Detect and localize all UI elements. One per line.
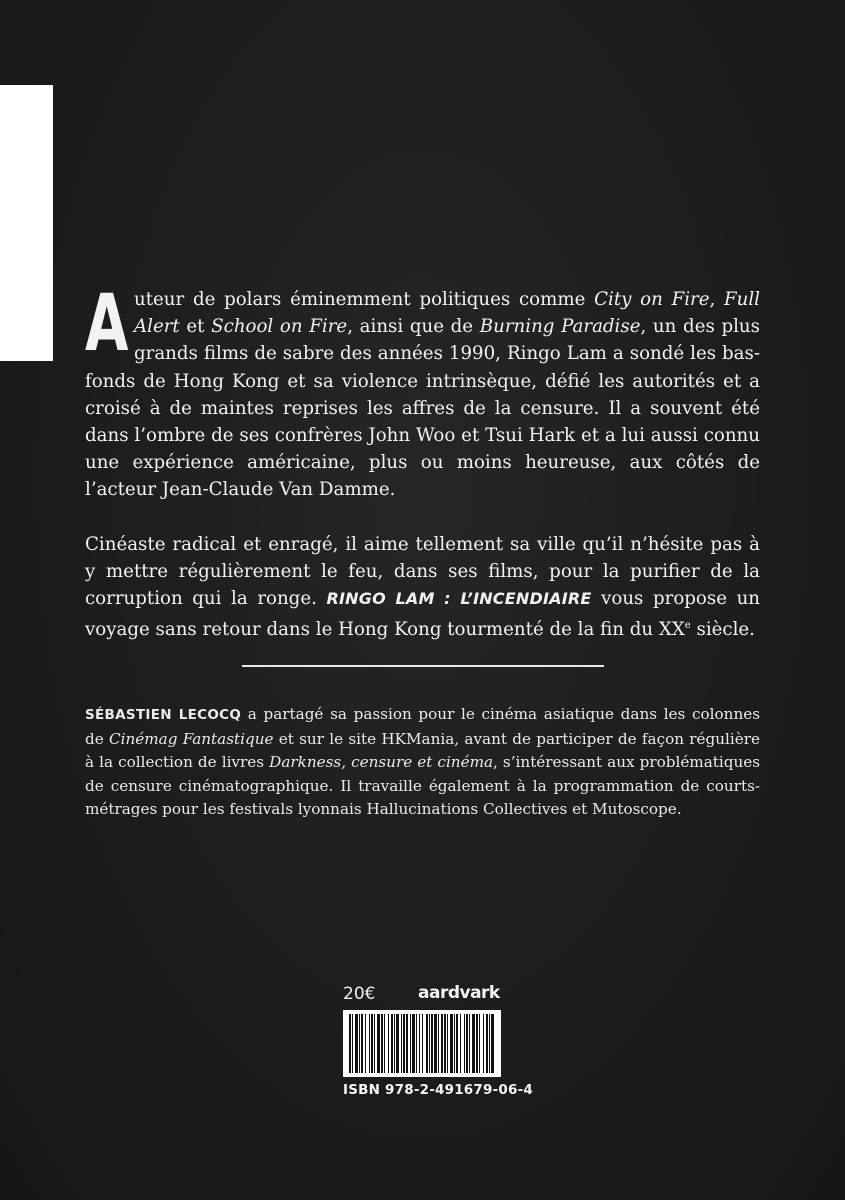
barcode-bar: [361, 1014, 363, 1073]
film-title: School on Fire: [211, 316, 348, 338]
magazine-title: Cinémag Fantastique: [109, 729, 274, 748]
barcode-bar: [464, 1014, 465, 1073]
barcode-bar: [483, 1014, 484, 1073]
barcode-bar: [410, 1014, 411, 1073]
barcode-bar: [352, 1014, 353, 1073]
white-edge-tab: [0, 85, 53, 361]
barcode-bar: [422, 1014, 423, 1073]
barcode-bar: [391, 1014, 393, 1073]
barcode-bar: [491, 1014, 494, 1073]
barcode-bar: [359, 1014, 360, 1073]
barcode-bar: [374, 1014, 375, 1073]
film-title: Full Alert: [134, 289, 760, 338]
barcode-bar: [438, 1014, 439, 1073]
barcode-bar: [431, 1014, 433, 1073]
price: 20€: [343, 984, 376, 1004]
barcode-bar: [466, 1014, 468, 1073]
barcode-bar: [434, 1014, 437, 1073]
barcode-bars: [349, 1014, 495, 1073]
barcode-bar: [394, 1014, 395, 1073]
barcode-bar: [406, 1014, 408, 1073]
collection-title: Darkness, censure et cinéma: [269, 753, 494, 771]
barcode-bar: [371, 1014, 373, 1073]
author-bio: [85, 703, 760, 822]
barcode-bar: [460, 1014, 461, 1073]
bio-text: et sur le site HKMania, avant de participer de façon régulière à la collection de livres: [85, 729, 760, 771]
barcode-bar: [486, 1014, 488, 1073]
barcode-bar: [454, 1014, 455, 1073]
publisher-logo: aardvark: [418, 983, 500, 1003]
superscript-e: e: [684, 620, 691, 632]
divider: [242, 665, 604, 667]
barcode-bar: [401, 1014, 402, 1073]
barcode-bar: [429, 1014, 430, 1073]
barcode-bar: [388, 1014, 389, 1073]
synopsis-text: vous propose un voyage sans retour dans le Hong Kong tourmenté de la fin du XX: [85, 588, 760, 641]
barcode-bar: [377, 1014, 380, 1073]
barcode: [343, 1010, 501, 1077]
barcode-bar: [472, 1014, 475, 1073]
barcode-bar: [419, 1014, 420, 1073]
dropcap: A: [85, 279, 128, 369]
synopsis-text: et: [179, 316, 212, 338]
barcode-bar: [396, 1014, 399, 1073]
bio-text: a partagé sa passion pour le cinéma asiatique dans les colonnes de: [85, 705, 761, 748]
barcode-bar: [365, 1014, 366, 1073]
barcode-bar: [355, 1014, 358, 1073]
synopsis-text: , ainsi que de: [347, 316, 480, 338]
isbn: ISBN 978-2-491679-06-4: [343, 1082, 533, 1098]
synopsis-paragraph-2: [85, 531, 760, 644]
barcode-bar: [456, 1014, 458, 1073]
bio-text: , s’intéressant aux problématiques de censure cinématographique. Il travaille également à la programmation de courts-métrages pour les festivals lyonnais Hallucinations Collectives et Mutoscope.: [85, 753, 761, 818]
barcode-bar: [476, 1014, 478, 1073]
book-title: RINGO LAM : L’INCENDIAIRE: [326, 589, 592, 609]
synopsis-text: uteur de polars éminemment politiques comme: [134, 289, 595, 310]
barcode-bar: [489, 1014, 490, 1073]
barcode-bar: [441, 1014, 443, 1073]
author-name: SÉBASTIEN LECOCQ: [85, 707, 242, 723]
barcode-bar: [469, 1014, 470, 1073]
barcode-bar: [416, 1014, 417, 1073]
synopsis-text: ,: [709, 289, 725, 310]
barcode-bar: [450, 1014, 453, 1073]
barcode-bar: [349, 1014, 351, 1073]
barcode-bar: [479, 1014, 480, 1073]
barcode-bar: [426, 1014, 428, 1073]
synopsis-text: siècle.: [690, 619, 755, 641]
film-title: City on Fire: [594, 289, 710, 310]
barcode-bar: [412, 1014, 415, 1073]
synopsis-text: , un des plus grands films de sabre des années 1990, Ringo Lam a sondé les bas-fonds de Hong Kong et sa violence intrinsèque, défié les autorités et a croisé à de maintes reprises les affres de la censure. Il a souvent été dans l’ombre de ses confrères John Woo et Tsui Hark et a lui aussi connu une expérience américaine, plus ou moins heureuse, aux côtés de l’acteur Jean-Claude Van Damme.: [85, 316, 760, 501]
film-title: Burning Paradise: [479, 316, 641, 338]
synopsis-paragraph-1: [85, 279, 760, 504]
barcode-bar: [447, 1014, 448, 1073]
synopsis-text: Cinéaste radical et enragé, il aime tellement sa ville qu’il n’hésite pas à y mettre régulièrement le feu, dans ses films, pour la purifier de la corruption qui la ronge.: [85, 533, 760, 610]
synopsis: [85, 279, 760, 671]
barcode-bar: [403, 1014, 405, 1073]
barcode-bar: [444, 1014, 446, 1073]
barcode-bar: [369, 1014, 370, 1073]
barcode-bar: [384, 1014, 385, 1073]
barcode-bar: [381, 1014, 383, 1073]
